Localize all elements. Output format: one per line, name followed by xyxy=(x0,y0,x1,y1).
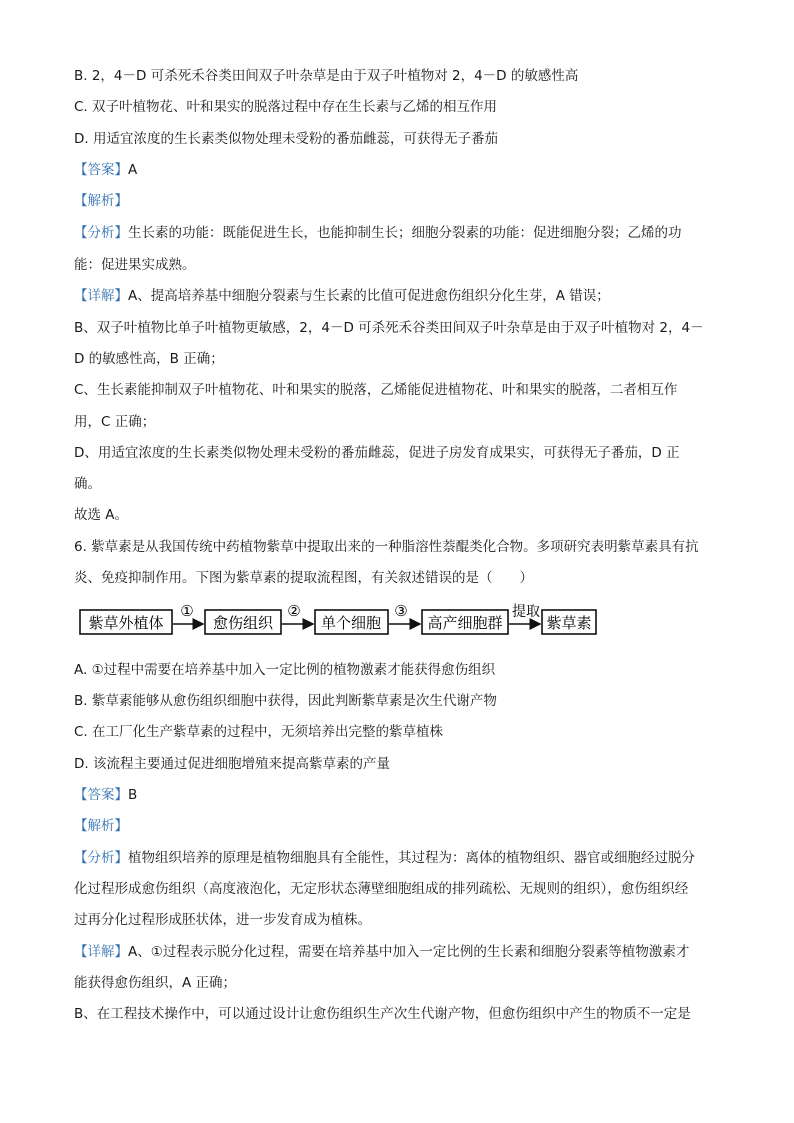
flow-step-3-label: ③ xyxy=(394,602,408,620)
flow-box-single-cell-label: 单个细胞 xyxy=(320,614,382,632)
analysis-heading-q6: 【解析】 xyxy=(74,818,128,834)
detail-q5-a: 【详解】A、提高培养基中细胞分裂素与生长素的比值可促进愈伤组织分化生芽，A 错误； xyxy=(74,288,610,304)
flow-arrow-3 xyxy=(389,602,420,624)
detail-q5-b-line2: D 的敏感性高，B 正确； xyxy=(74,351,224,367)
flow-step-4-label: 提取 xyxy=(512,604,540,620)
flow-step-1-label: ① xyxy=(180,602,194,620)
detail-q5-b-line1: B、双子叶植物比单子叶植物更敏感，2，4－D 可杀死禾谷类田间双子叶杂草是由于双子叶植物对 2，4－ xyxy=(74,320,704,336)
flow-box-explant xyxy=(80,610,172,634)
analysis-q5-line2: 能：促进果实成熟。 xyxy=(74,257,196,273)
analysis-q6-line3: 过再分化过程形成胚状体，进一步发育成为植株。 xyxy=(74,912,371,928)
detail-q6-b-line1: B、在工程技术操作中，可以通过设计让愈伤组织生产次生代谢产物，但愈伤组织中产生的物质不一定是 xyxy=(74,1006,691,1022)
option-d-q6: D. 该流程主要通过促进细胞增殖来提高紫草素的产量 xyxy=(74,756,390,772)
detail-q5-c-line1: C、生长素能抑制双子叶植物花、叶和果实的脱落，乙烯能促进植物花、叶和果实的脱落，二者相互作 xyxy=(74,382,678,398)
option-a-q6: A. ①过程中需要在培养基中加入一定比例的植物激素才能获得愈伤组织 xyxy=(74,662,496,678)
flow-box-explant-label: 紫草外植体 xyxy=(88,614,164,632)
question-6-line2: 炎、免疫抑制作用。下图为紫草素的提取流程图，有关叙述错误的是（ ） xyxy=(74,570,533,586)
flow-box-shikonin-label: 紫草素 xyxy=(546,614,592,632)
flow-arrow-4 xyxy=(509,603,540,624)
detail-q6-a-line2: 能获得愈伤组织，A 正确； xyxy=(74,975,237,991)
option-d-q5: D. 用适宜浓度的生长素类似物处理未受粉的番茄雌蕊，可获得无子番茄 xyxy=(74,131,498,147)
conclusion-q5: 故选 A。 xyxy=(74,507,129,523)
answer-q6: 【答案】B xyxy=(74,787,138,803)
flow-box-single-cell xyxy=(315,610,388,634)
analysis-heading-q5: 【解析】 xyxy=(74,193,128,209)
detail-q6-a-line1: 【详解】A、①过程表示脱分化过程，需要在培养基中加入一定比例的生长素和细胞分裂素等植物激素才 xyxy=(74,944,690,960)
option-c-q6: C. 在工厂化生产紫草素的过程中，无须培养出完整的紫草植株 xyxy=(74,724,444,740)
flow-step-2-label: ② xyxy=(287,602,301,620)
answer-q5: 【答案】A xyxy=(74,162,138,178)
flow-box-high-yield-cells-label: 高产细胞群 xyxy=(427,614,503,632)
analysis-q6-line2: 化过程形成愈伤组织（高度液泡化，无定形状态薄壁细胞组成的排列疏松、无规则的组织），愈伤组织经 xyxy=(74,881,689,897)
flow-arrow-2 xyxy=(282,602,313,624)
flow-box-callus xyxy=(205,610,281,634)
flow-box-callus-label: 愈伤组织 xyxy=(212,614,274,632)
detail-q5-d-line2: 确。 xyxy=(74,476,101,492)
flow-box-high-yield-cells xyxy=(422,610,508,634)
flow-box-shikonin xyxy=(542,610,596,634)
flow-arrow-1 xyxy=(173,602,203,624)
question-6-line1: 6. 紫草素是从我国传统中药植物紫草中提取出来的一种脂溶性萘醌类化合物。多项研究表明紫草素具有抗 xyxy=(74,539,699,555)
analysis-q5-line1: 【分析】生长素的功能：既能促进生长，也能抑制生长；细胞分裂素的功能：促进细胞分裂；乙烯的功 xyxy=(74,225,682,241)
option-c-q5: C. 双子叶植物花、叶和果实的脱落过程中存在生长素与乙烯的相互作用 xyxy=(74,99,498,115)
analysis-q6-line1: 【分析】植物组织培养的原理是植物细胞具有全能性，其过程为：离体的植物组织、器官或细胞经过脱分 xyxy=(74,850,695,866)
detail-q5-d-line1: D、用适宜浓度的生长素类似物处理未受粉的番茄雌蕊，促进子房发育成果实，可获得无子番茄，D 正 xyxy=(74,445,680,461)
detail-q5-c-line2: 用，C 正确； xyxy=(74,414,156,430)
option-b-q5: B. 2，4－D 可杀死禾谷类田间双子叶杂草是由于双子叶植物对 2，4－D 的敏感性高 xyxy=(74,68,579,84)
option-b-q6: B. 紫草素能够从愈伤组织细胞中获得，因此判断紫草素是次生代谢产物 xyxy=(74,693,497,709)
